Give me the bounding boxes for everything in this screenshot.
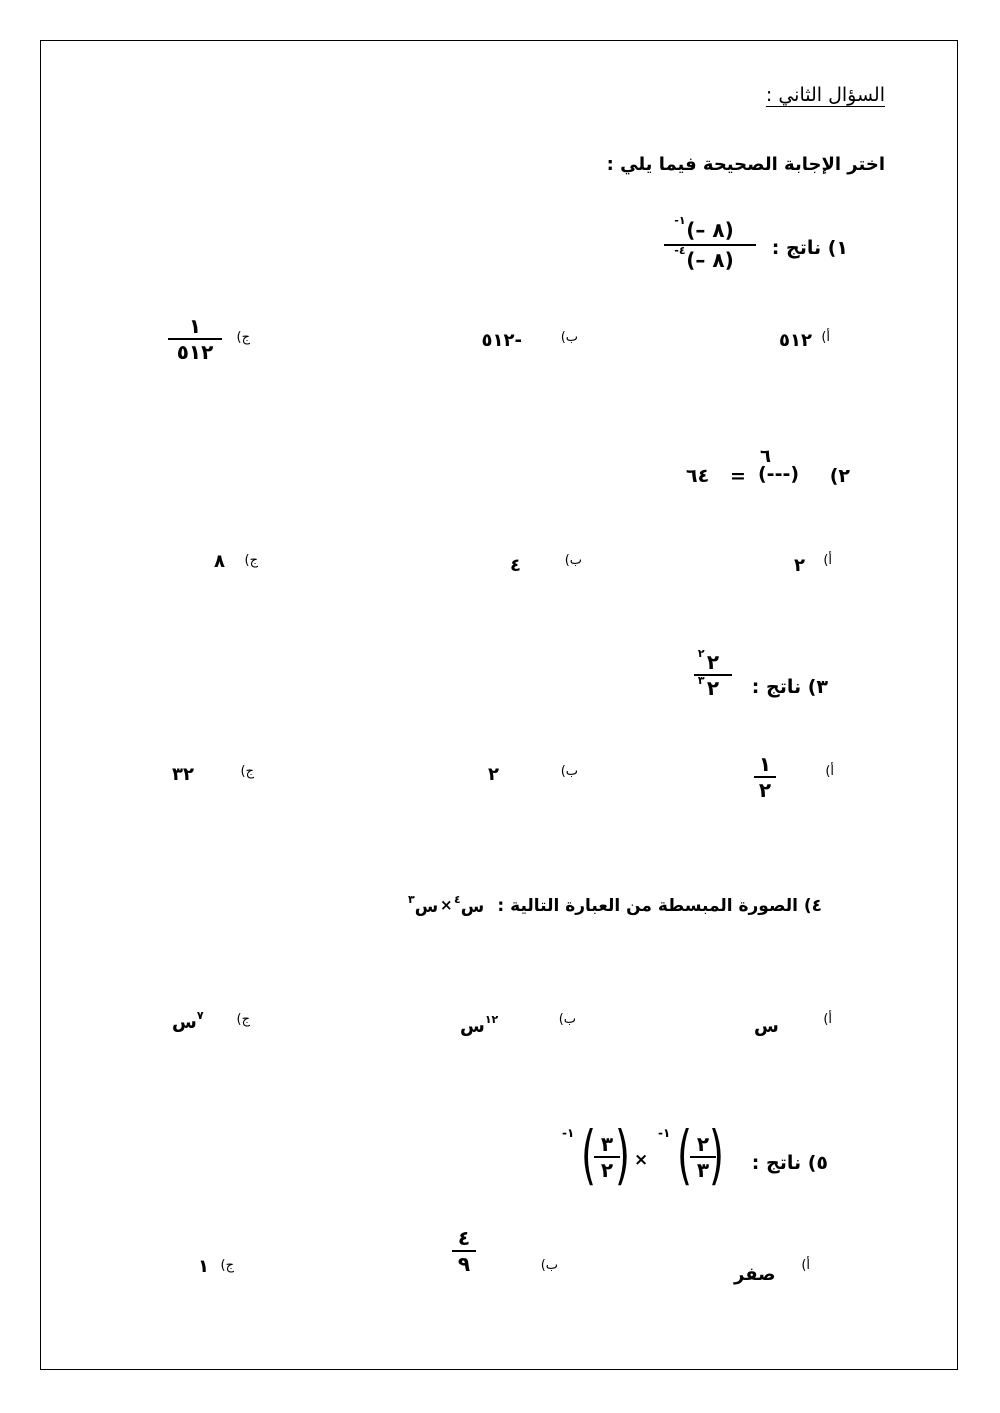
q4-option-b-exponent: ١٢ — [484, 1013, 499, 1026]
q2-option-a-value[interactable]: ٢ — [794, 555, 805, 576]
q4-var-2: س — [414, 897, 439, 917]
q5-fraction-2-numerator: ٣ — [600, 1132, 614, 1156]
q5-option-b-fraction[interactable] — [452, 1226, 476, 1276]
q5-paren-right-close: ) — [708, 1119, 724, 1193]
q1-option-c-fraction[interactable] — [168, 314, 222, 364]
q3-denominator-exponent: ٣ — [697, 674, 705, 687]
q2-option-b-value[interactable]: ٤ — [510, 555, 521, 576]
q1-option-c-numerator: ١ — [188, 314, 202, 338]
q4-option-b-label[interactable]: ب) — [558, 1012, 576, 1027]
question-2-exponent: ٦ — [760, 446, 771, 467]
question-3-fraction — [694, 647, 732, 700]
question-2-blank[interactable]: (---) — [758, 463, 800, 485]
q1-option-a-value[interactable]: ٥١٢ — [779, 330, 812, 351]
question-1-fraction — [664, 214, 756, 272]
q5-paren-right-open: ( — [676, 1119, 692, 1193]
q5-paren-left-open: ( — [580, 1119, 596, 1193]
q1-denominator: (– ٨) — [686, 248, 734, 272]
q4-option-b-value[interactable] — [460, 1013, 499, 1037]
q2-option-b-label[interactable]: ب) — [564, 553, 582, 568]
q4-option-a-label[interactable]: أ) — [823, 1012, 832, 1027]
q5-option-b-denominator: ٩ — [457, 1252, 471, 1276]
q3-option-a-fraction[interactable] — [754, 752, 776, 802]
q1-option-a-label[interactable]: أ) — [821, 330, 830, 345]
section-title: السؤال الثاني : — [765, 84, 885, 106]
q5-fraction-1-numerator: ٢ — [696, 1132, 710, 1156]
q1-option-b-value[interactable]: -٥١٢ — [481, 330, 522, 351]
q3-option-b-label[interactable]: ب) — [560, 764, 578, 779]
q3-option-c-label[interactable]: ج) — [240, 764, 254, 779]
q3-option-a-label[interactable]: أ) — [825, 764, 834, 779]
q5-option-a-value[interactable]: صفر — [734, 1264, 776, 1285]
q5-fraction-1-denominator: ٣ — [696, 1158, 710, 1182]
question-2-equals: = — [730, 465, 746, 487]
q5-option-c-value[interactable]: ١ — [198, 1256, 209, 1277]
q5-option-b-label[interactable]: ب) — [540, 1258, 558, 1273]
q4-option-c-exponent: ٧ — [196, 1009, 204, 1022]
q5-fraction-1-exponent: -١ — [658, 1126, 671, 1140]
q3-option-c-value[interactable]: ٣٢ — [172, 764, 194, 785]
instruction: اختر الإجابة الصحيحة فيما يلي : — [606, 154, 885, 175]
q5-fraction-2 — [594, 1132, 620, 1182]
question-2-rhs: ٦٤ — [686, 465, 710, 487]
q3-option-a-numerator: ١ — [758, 752, 772, 776]
q4-option-b-variable: س — [460, 1016, 485, 1037]
q1-numerator: (– ٨) — [686, 218, 734, 242]
q4-option-c-variable: س — [172, 1012, 197, 1033]
question-1-lead: ١) ناتج : — [771, 237, 848, 259]
question-3-lead: ٣) ناتج : — [751, 676, 828, 698]
q1-option-b-label[interactable]: ب) — [560, 330, 578, 345]
question-5-lead: ٥) ناتج : — [751, 1152, 828, 1174]
question-4-lead: ٤) الصورة المبسطة من العبارة التالية : — [497, 896, 822, 916]
q3-denominator: ٢ — [706, 676, 720, 700]
q5-option-b-numerator: ٤ — [457, 1226, 471, 1250]
q1-denominator-exponent: -٤ — [674, 244, 686, 257]
q4-exp-2: ٣ — [408, 893, 415, 906]
q5-fraction-1 — [690, 1132, 716, 1182]
q4-term-2 — [408, 893, 439, 917]
q4-times: × — [440, 896, 453, 914]
q3-option-a-denominator: ٢ — [758, 778, 772, 802]
q2-option-c-value[interactable]: ٨ — [214, 551, 225, 572]
q4-option-c-value[interactable] — [172, 1009, 204, 1033]
question-2-lead: ٢) — [829, 465, 850, 487]
q5-paren-left-close: ) — [614, 1119, 630, 1193]
q4-exp-1: ٤ — [454, 893, 461, 906]
q1-numerator-exponent: -١ — [674, 214, 686, 227]
q5-option-a-label[interactable]: أ) — [801, 1258, 810, 1273]
q5-option-c-label[interactable]: ج) — [220, 1258, 234, 1273]
q4-option-a-value[interactable]: س — [754, 1016, 779, 1037]
q3-option-b-value[interactable]: ٢ — [488, 764, 499, 785]
q4-option-c-label[interactable]: ج) — [236, 1012, 250, 1027]
q3-numerator: ٢ — [706, 650, 720, 674]
q5-fraction-2-denominator: ٢ — [600, 1158, 614, 1182]
q1-option-c-label[interactable]: ج) — [236, 330, 250, 345]
q3-numerator-exponent: ٢ — [697, 647, 705, 660]
q4-term-1 — [454, 893, 485, 917]
q2-option-a-label[interactable]: أ) — [823, 553, 832, 568]
q5-fraction-2-exponent: -١ — [562, 1126, 575, 1140]
q4-var-1: س — [460, 897, 485, 917]
q2-option-c-label[interactable]: ج) — [244, 553, 258, 568]
q1-option-c-denominator: ٥١٢ — [176, 340, 214, 364]
q5-times: × — [634, 1150, 649, 1170]
